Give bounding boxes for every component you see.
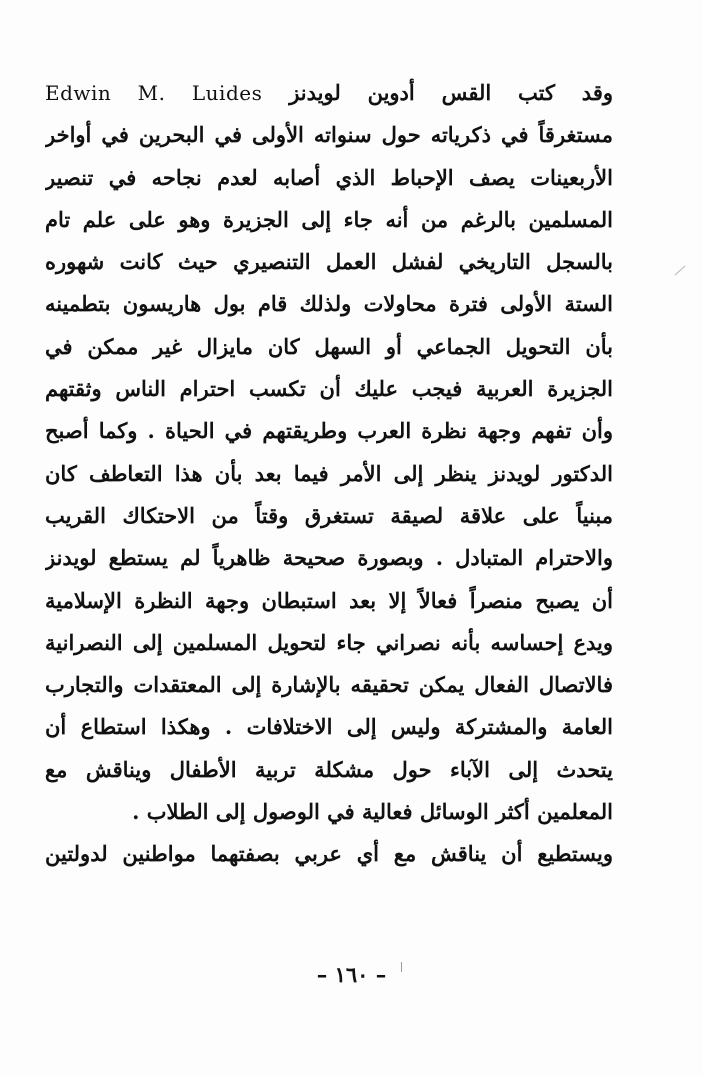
text-line-6: الستة الأولى فترة محاولات ولذلك قام بول هاريسون بتطمينه [45,291,613,317]
text-line-13: أن يصبح منصراً فعالاً إلا بعد استبطان وجهة النظرة الإسلامية [45,587,613,613]
text-line-3: الأربعينات يصف الإحباط الذي أصابه لعدم نجاحه في تنصير [45,164,613,190]
text-line-11: مبنياً على علاقة لصيقة تستغرق وقتاً من الاحتكاك القريب [45,502,613,528]
text-line-14: ويدع إحساسه بأنه نصراني جاء لتحويل المسلمين إلى النصرانية [45,629,613,655]
text-line-19: ويستطيع أن يناقش مع أي عربي بصفتهما مواطنين لدولتين [45,841,613,867]
text-line-17: يتحدث إلى الآباء حول مشكلة تربية الأطفال ويناقش مع [45,756,613,782]
author-latin-name: Edwin M. Luides [45,81,263,105]
text-line-5: بالسجل التاريخي لفشل العمل التنصيري حيث كانت شهوره [45,249,613,275]
text-line-4: المسلمين بالرغم من أنه جاء إلى الجزيرة وهو على علم تام [45,206,613,232]
margin-pencil-mark [674,265,685,275]
text-line-18: المعلمين أكثر الوسائل فعالية في الوصول إلى الطلاب . [132,799,613,825]
text-line-12: والاحترام المتبادل . وبصورة صحيحة ظاهرياً لم يستطع لويدنز [45,545,613,571]
text-line-9: وأن تفهم وجهة نظرة العرب وطريقتهم في الحياة . وكما أصبح [45,418,613,444]
text-line-16: العامة والمشتركة وليس إلى الاختلافات . وهكذا استطاع أن [45,714,613,740]
text-line-1-arabic: وقد كتب القس أدوين لويدنز [289,80,613,105]
text-line-10: الدكتور لويدنز ينظر إلى الأمر فيما بعد بأن هذا التعاطف كان [45,460,613,486]
text-line-7: بأن التحويل الجماعي أو السهل كان مايزال غير ممكن في [45,333,613,359]
text-line-2: مستغرقاً في ذكرياته حول سنواته الأولى في البحرين في أواخر [45,122,613,148]
text-line-1 [45,72,613,114]
body-text [45,72,613,876]
text-line-15: فالاتصال الفعال يمكن تحقيقه بالإشارة إلى المعتقدات والتجارب [45,672,613,698]
text-line-8: الجزيرة العربية فيجب عليك أن تكسب احترام الناس وثقتهم [45,376,613,402]
page-number: – ١٦٠ – [316,962,387,987]
